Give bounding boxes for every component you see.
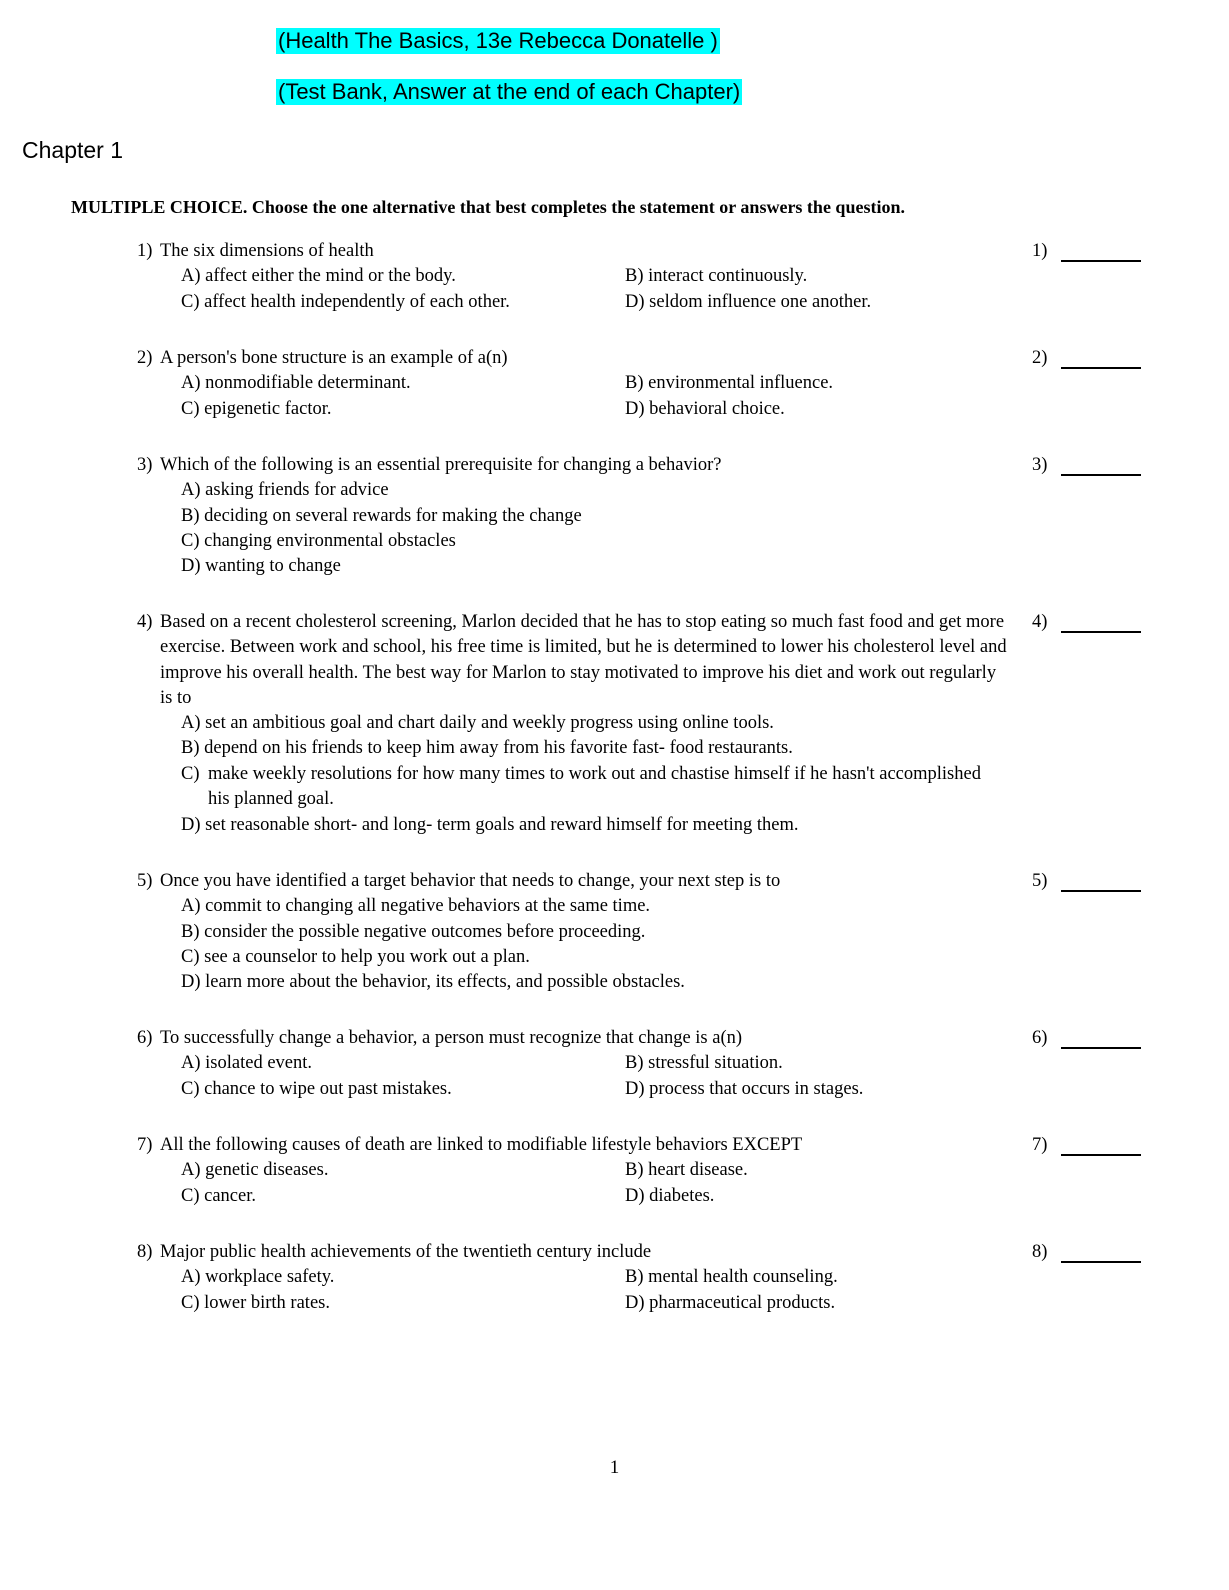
option-d: D) process that occurs in stages. bbox=[625, 1079, 864, 1099]
option-a: A) commit to changing all negative behaviors at the same time. bbox=[181, 896, 651, 916]
answer-number: 5) bbox=[1032, 871, 1048, 891]
answer-number: 8) bbox=[1032, 1242, 1048, 1262]
header-title-line: (Health The Basics, 13e Rebecca Donatelle ) bbox=[278, 28, 718, 53]
answer-blank[interactable] bbox=[1061, 367, 1141, 369]
question-number: 3) bbox=[137, 455, 153, 475]
question-stem bbox=[137, 610, 1007, 712]
answer-blank[interactable] bbox=[1061, 1154, 1141, 1156]
option-c: C) cancer. bbox=[181, 1186, 256, 1206]
question-stem bbox=[137, 1026, 1017, 1051]
option-c: C) changing environmental obstacles bbox=[181, 531, 456, 551]
question-text: Major public health achievements of the twentieth century include bbox=[160, 1242, 652, 1262]
question-stem bbox=[137, 869, 1017, 894]
option-d: D) set reasonable short- and long- term goals and reward himself for meeting them. bbox=[181, 815, 799, 835]
page-number: 1 bbox=[609, 1457, 620, 1478]
question-text: All the following causes of death are linked to modifiable lifestyle behaviors EXCEPT bbox=[160, 1135, 803, 1155]
question-stem bbox=[137, 1240, 1017, 1265]
question-stem bbox=[137, 239, 1017, 264]
option-b: B) interact continuously. bbox=[625, 266, 808, 286]
option-b: B) consider the possible negative outcomes before proceeding. bbox=[181, 922, 646, 942]
option-b: B) environmental influence. bbox=[625, 373, 834, 393]
option-d: D) learn more about the behavior, its effects, and possible obstacles. bbox=[181, 972, 685, 992]
answer-number: 4) bbox=[1032, 612, 1048, 632]
option-a: A) nonmodifiable determinant. bbox=[181, 373, 411, 393]
question-stem bbox=[137, 453, 1017, 478]
question-number: 5) bbox=[137, 871, 153, 891]
option-a: A) genetic diseases. bbox=[181, 1160, 329, 1180]
option-d: D) behavioral choice. bbox=[625, 399, 785, 419]
question-stem bbox=[137, 1133, 1017, 1158]
question-stem bbox=[137, 346, 1017, 371]
question-number: 7) bbox=[137, 1135, 153, 1155]
option-c: C) lower birth rates. bbox=[181, 1293, 330, 1313]
answer-blank[interactable] bbox=[1061, 1261, 1141, 1263]
option-a: A) workplace safety. bbox=[181, 1267, 335, 1287]
answer-blank[interactable] bbox=[1061, 474, 1141, 476]
answer-number: 6) bbox=[1032, 1028, 1048, 1048]
question-number: 6) bbox=[137, 1028, 153, 1048]
option-a: A) set an ambitious goal and chart daily and weekly progress using online tools. bbox=[181, 713, 774, 733]
option-b: B) deciding on several rewards for making the change bbox=[181, 506, 582, 526]
option-b: B) depend on his friends to keep him away from his favorite fast- food restaurants. bbox=[181, 738, 793, 758]
question-text: Once you have identified a target behavior that needs to change, your next step is to bbox=[160, 871, 781, 891]
question-text: The six dimensions of health bbox=[160, 241, 374, 261]
question-text: Based on a recent cholesterol screening, Marlon decided that he has to stop eating so much fast food and get more exercise. Between work and school, his free time is limited, but he is determined to lower his cholesterol level and improve his overall health. The best way for Marlon to stay motivated to improve his diet and work out regularly is to bbox=[160, 612, 1007, 709]
option-b: B) stressful situation. bbox=[625, 1053, 783, 1073]
answer-blank[interactable] bbox=[1061, 890, 1141, 892]
answer-number: 3) bbox=[1032, 455, 1048, 475]
option-d: D) pharmaceutical products. bbox=[625, 1293, 836, 1313]
question-text: To successfully change a behavior, a person must recognize that change is a(n) bbox=[160, 1028, 743, 1048]
answer-number: 1) bbox=[1032, 241, 1048, 261]
option-b: B) mental health counseling. bbox=[625, 1267, 838, 1287]
option-d: D) diabetes. bbox=[625, 1186, 715, 1206]
option-c: C) see a counselor to help you work out a plan. bbox=[181, 947, 530, 967]
question-text: Which of the following is an essential prerequisite for changing a behavior? bbox=[160, 455, 722, 475]
chapter-title: Chapter 1 bbox=[22, 137, 124, 163]
answer-number: 2) bbox=[1032, 348, 1048, 368]
question-number: 2) bbox=[137, 348, 153, 368]
option-b: B) heart disease. bbox=[625, 1160, 748, 1180]
question-number: 1) bbox=[137, 241, 153, 261]
answer-blank[interactable] bbox=[1061, 1047, 1141, 1049]
option-c: C) chance to wipe out past mistakes. bbox=[181, 1079, 452, 1099]
question-text: A person's bone structure is an example of a(n) bbox=[160, 348, 508, 368]
header-subtitle-line: (Test Bank, Answer at the end of each Chapter) bbox=[278, 79, 741, 104]
option-a: A) asking friends for advice bbox=[181, 480, 389, 500]
answer-blank[interactable] bbox=[1061, 631, 1141, 633]
option-d: D) wanting to change bbox=[181, 556, 341, 576]
option-c: C) epigenetic factor. bbox=[181, 399, 332, 419]
option-c: C) affect health independently of each other. bbox=[181, 292, 510, 312]
question-number: 4) bbox=[137, 612, 153, 632]
question-number: 8) bbox=[137, 1242, 153, 1262]
option-a: A) isolated event. bbox=[181, 1053, 313, 1073]
answer-number: 7) bbox=[1032, 1135, 1048, 1155]
option-d: D) seldom influence one another. bbox=[625, 292, 872, 312]
option-a: A) affect either the mind or the body. bbox=[181, 266, 456, 286]
answer-blank[interactable] bbox=[1061, 260, 1141, 262]
option-c: C) make weekly resolutions for how many times to work out and chastise himself if he hasn't accomplished his planned goal. bbox=[181, 764, 981, 810]
section-instructions: MULTIPLE CHOICE. Choose the one alternative that best completes the statement or answers the question. bbox=[71, 197, 905, 217]
